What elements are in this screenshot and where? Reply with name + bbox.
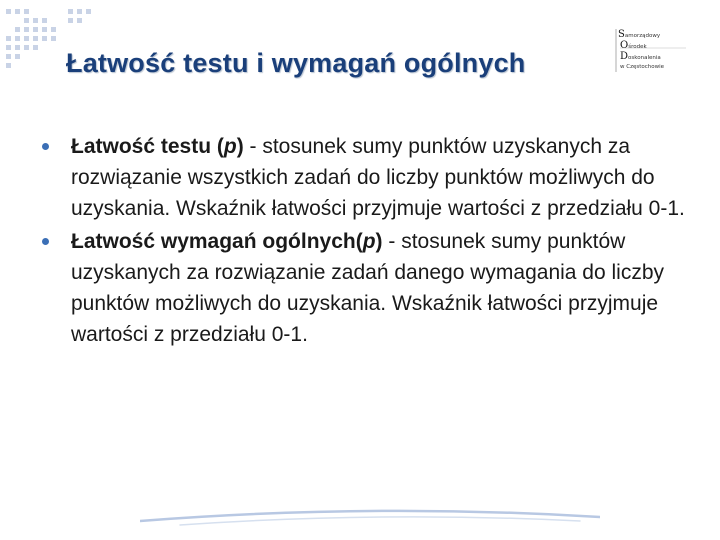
slide-title: Łatwość testu i wymagań ogólnych (66, 48, 526, 78)
bullet-list (40, 131, 690, 352)
bullet-item-general-requirements-difficulty (40, 226, 690, 350)
bullet-term-variable: p (362, 230, 376, 253)
bullet-term: Łatwość testu (p) (71, 135, 244, 158)
bullet-term-variable: p (223, 135, 237, 158)
logo-line-2: Ośrodek (620, 40, 647, 51)
bullet-item-test-difficulty (40, 131, 690, 224)
institution-logo (606, 26, 694, 76)
logo-line-4: w Częstochowie (620, 64, 665, 70)
bullet-marker (42, 143, 49, 150)
logo-line-1: Samorządowy (618, 29, 661, 40)
bullet-term: Łatwość wymagań ogólnych(p) (71, 230, 383, 253)
decorative-swoosh (140, 505, 600, 535)
bullet-text: - stosunek sumy punktów uzyskanych za rozwiązanie wszystkich zadań do liczby punktów możliwych do uzyskania. Wskaźnik łatwości przyjmuje wartości z przedziału 0-1. (71, 135, 685, 220)
bullet-marker (42, 238, 49, 245)
logo-line-3: Doskonalenia (620, 51, 661, 62)
bullet-text: - stosunek sumy punktów uzyskanych za rozwiązanie zadań danego wymagania do liczby punktów możliwych do uzyskania. Wskaźnik łatwości przyjmuje wartości z przedziału 0-1. (71, 230, 665, 346)
